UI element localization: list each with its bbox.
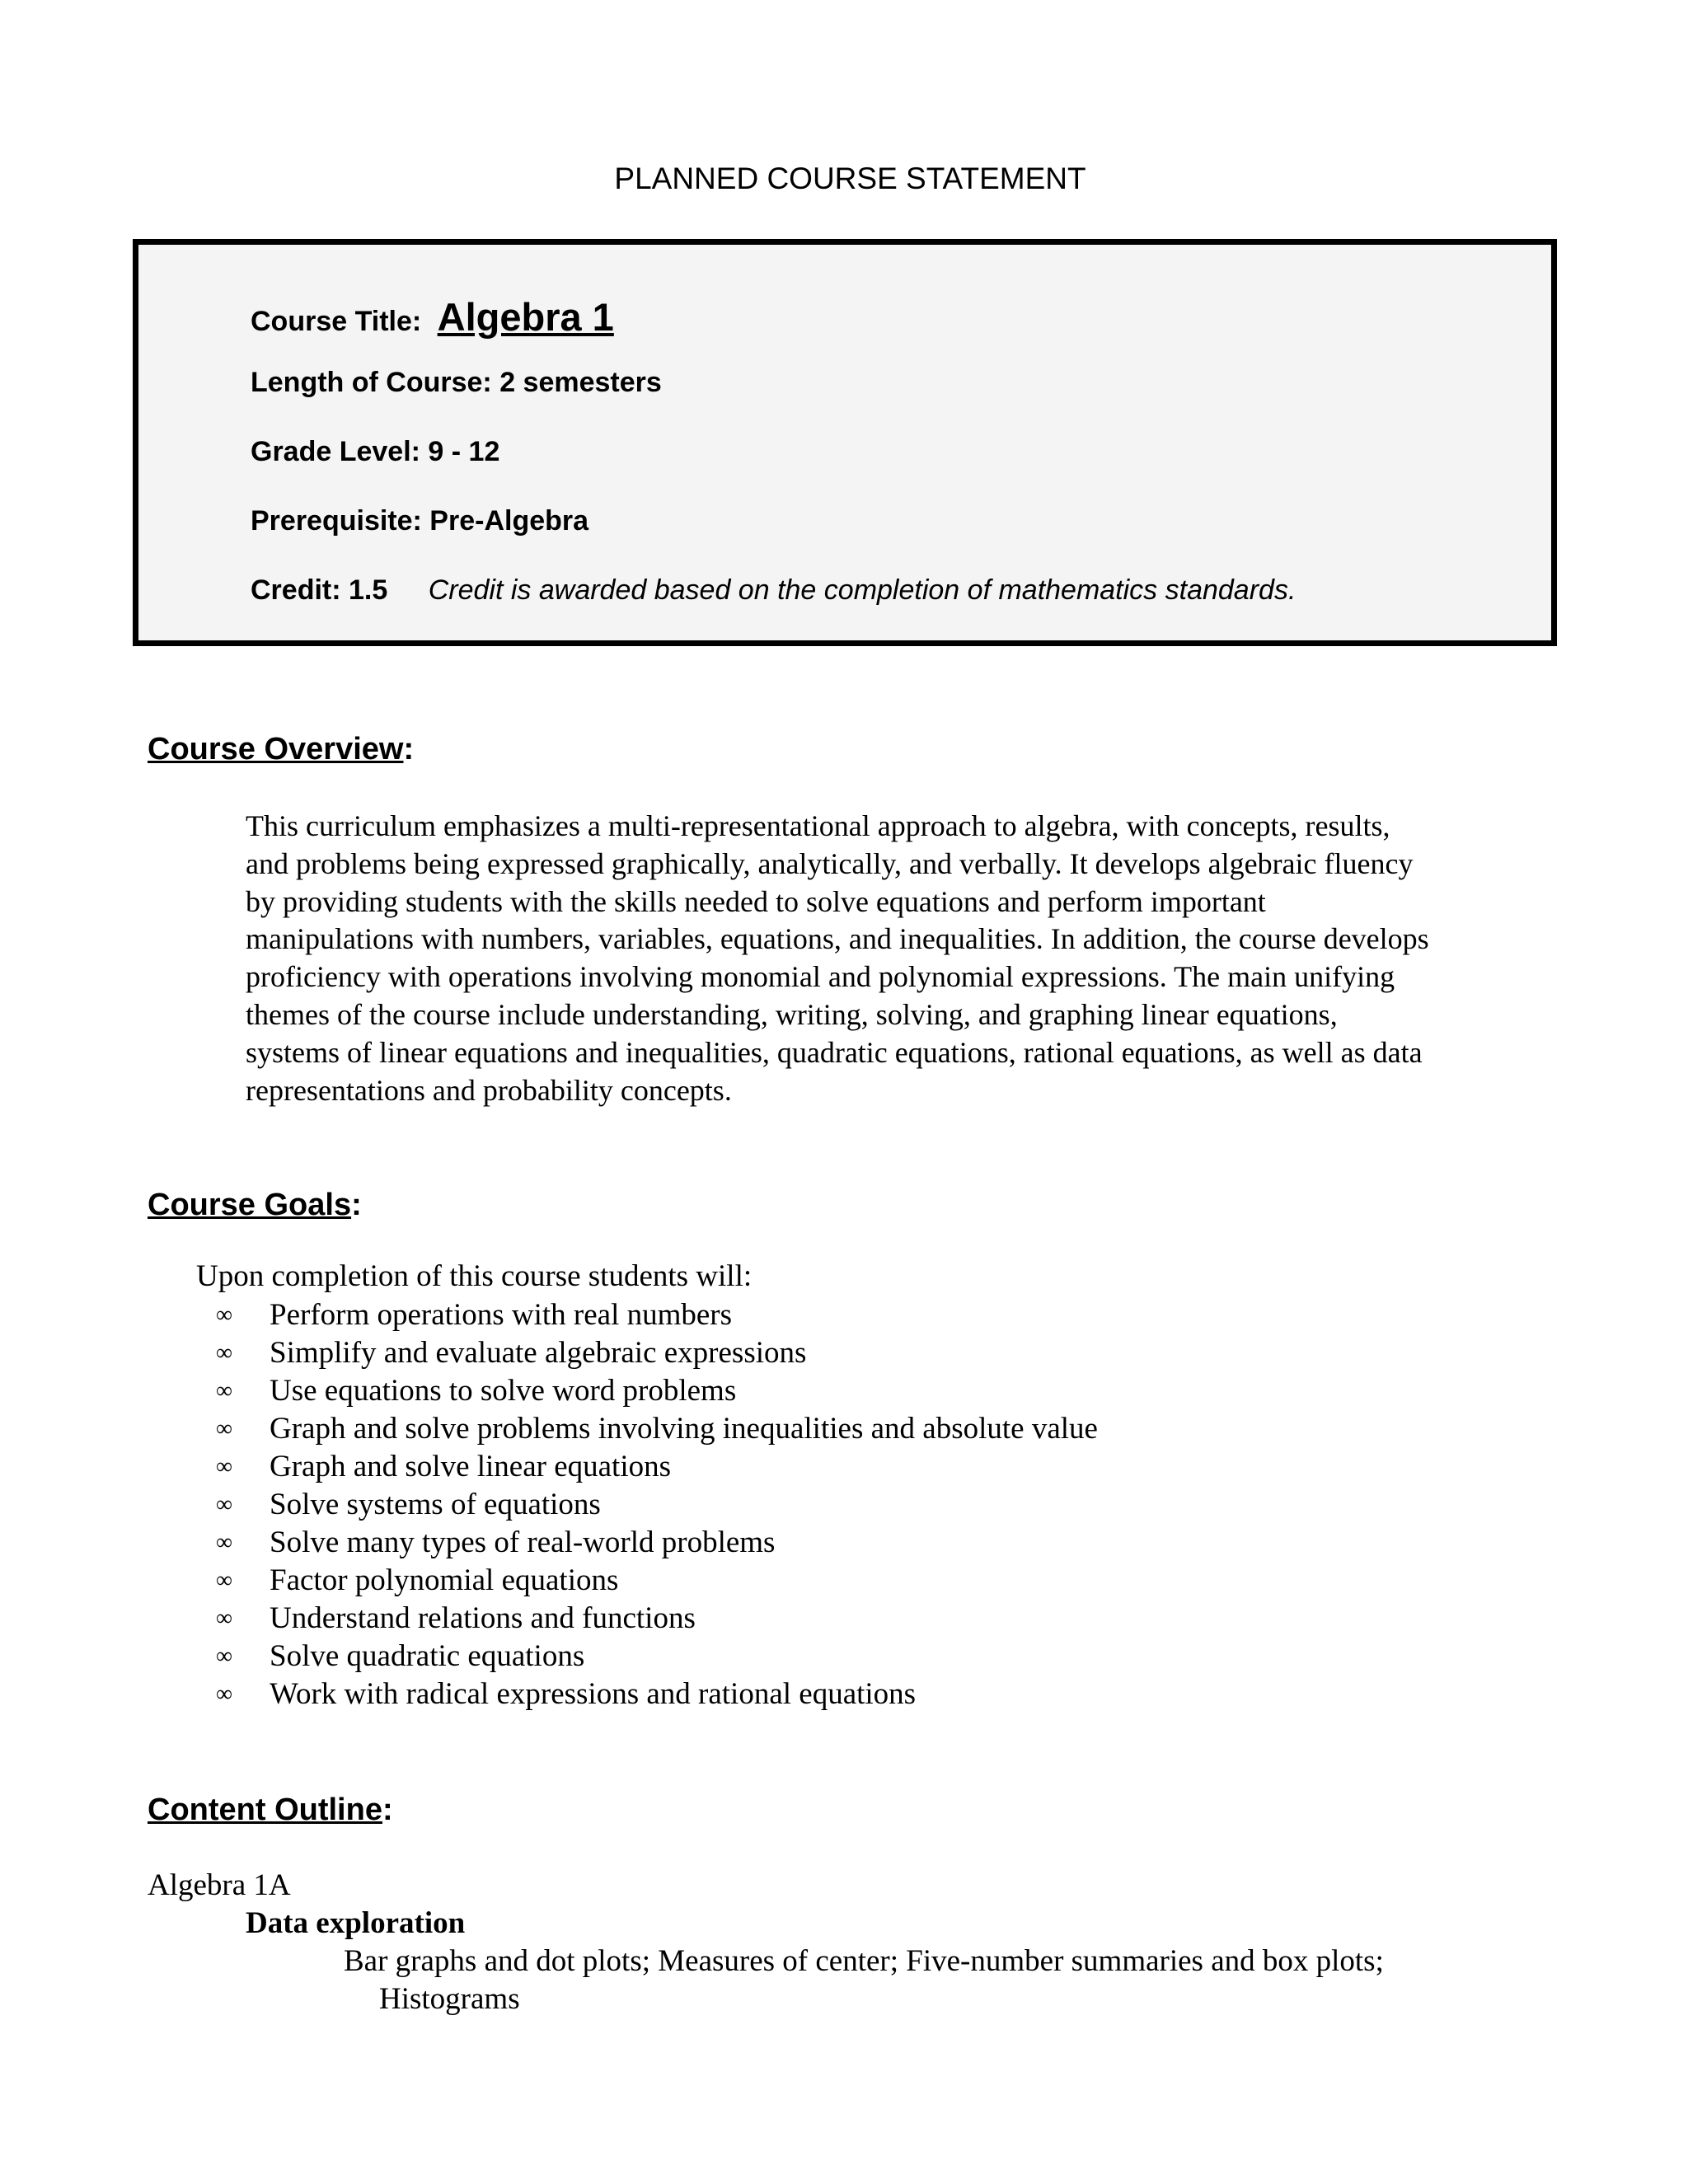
overview-line: by providing students with the skills needed to solve equations and perform important: [246, 884, 1266, 918]
overview-line: manipulations with numbers, variables, equations, and inequalities. In addition, the course develops: [246, 922, 1429, 956]
goals-intro: Upon completion of this course students will:: [196, 1259, 753, 1293]
goals-heading-text: Course Goals: [148, 1188, 352, 1222]
goal-text: Graph and solve linear equations: [270, 1450, 672, 1483]
list-item: [216, 1638, 1098, 1675]
infinity-bullet-icon: ∞: [216, 1681, 232, 1707]
list-item: [216, 1372, 1098, 1410]
overview-line: systems of linear equations and inequalities, quadratic equations, rational equations, as well as data: [246, 1035, 1423, 1069]
infinity-bullet-icon: ∞: [216, 1605, 232, 1631]
overview-line: This curriculum emphasizes a multi-representational approach to algebra, with concepts, results,: [246, 809, 1390, 842]
overview-line: themes of the course include understanding, writing, solving, and graphing linear equations,: [246, 997, 1338, 1031]
goal-text: Graph and solve problems involving inequalities and absolute value: [270, 1412, 1098, 1446]
goal-text: Solve quadratic equations: [270, 1639, 585, 1673]
outline-heading: [148, 1793, 393, 1828]
goal-text: Solve many types of real-world problems: [270, 1526, 776, 1559]
infinity-bullet-icon: ∞: [216, 1378, 232, 1404]
course-title-label: Course Title:: [251, 306, 422, 337]
overview-heading-colon: :: [403, 732, 415, 766]
outline-heading-text: Content Outline: [148, 1793, 382, 1827]
goals-heading-colon: :: [351, 1188, 362, 1222]
list-item: [216, 1296, 1098, 1334]
infinity-bullet-icon: ∞: [216, 1568, 232, 1593]
goals-heading: [148, 1188, 362, 1223]
goals-list: [216, 1296, 1098, 1713]
credit-note: Credit is awarded based on the completion of mathematics standards.: [428, 574, 1296, 606]
list-item: [216, 1600, 1098, 1638]
overview-line: proficiency with operations involving monomial and polynomial expressions. The main unifying: [246, 960, 1395, 994]
page-title: PLANNED COURSE STATEMENT: [614, 162, 1086, 195]
overview-heading-text: Course Overview: [148, 732, 404, 766]
overview-line: and problems being expressed graphically, analytically, and verbally. It develops algebraic fluency: [246, 846, 1414, 880]
list-item: [216, 1524, 1098, 1562]
goal-text: Simplify and evaluate algebraic expressions: [270, 1336, 807, 1370]
course-title-value: Algebra 1: [437, 295, 614, 339]
outline-heading-colon: :: [382, 1793, 393, 1827]
outline-detail: Histograms: [379, 1982, 520, 2016]
list-item: [216, 1334, 1098, 1372]
overview-paragraph: [246, 808, 1564, 1109]
goal-text: Solve systems of equations: [270, 1488, 601, 1521]
goal-text: Use equations to solve word problems: [270, 1374, 737, 1408]
credit-row: [251, 574, 1296, 607]
infinity-bullet-icon: ∞: [216, 1643, 232, 1669]
outline-topic: Data exploration: [246, 1906, 466, 1940]
infinity-bullet-icon: ∞: [216, 1530, 232, 1555]
prerequisite: Prerequisite: Pre-Algebra: [251, 505, 589, 537]
course-title-row: [251, 294, 614, 340]
outline-detail: Bar graphs and dot plots; Measures of center; Five-number summaries and box plots;: [344, 1944, 1384, 1978]
list-item: [216, 1448, 1098, 1486]
list-item: [216, 1486, 1098, 1524]
overview-line: representations and probability concepts.: [246, 1073, 732, 1107]
infinity-bullet-icon: ∞: [216, 1340, 232, 1366]
infinity-bullet-icon: ∞: [216, 1454, 232, 1479]
credit-value: Credit: 1.5: [251, 574, 388, 606]
list-item: [216, 1410, 1098, 1448]
outline-unit: Algebra 1A: [148, 1868, 291, 1902]
list-item: [216, 1562, 1098, 1600]
grade-level: Grade Level: 9 - 12: [251, 436, 500, 467]
goal-text: Work with radical expressions and rational equations: [270, 1677, 917, 1711]
infinity-bullet-icon: ∞: [216, 1302, 232, 1328]
infinity-bullet-icon: ∞: [216, 1492, 232, 1517]
overview-heading: [148, 732, 414, 767]
course-length: Length of Course: 2 semesters: [251, 367, 662, 398]
goal-text: Factor polynomial equations: [270, 1563, 619, 1597]
goal-text: Perform operations with real numbers: [270, 1298, 733, 1332]
goal-text: Understand relations and functions: [270, 1601, 696, 1635]
course-info-box: [133, 239, 1557, 646]
infinity-bullet-icon: ∞: [216, 1416, 232, 1441]
list-item: [216, 1675, 1098, 1713]
